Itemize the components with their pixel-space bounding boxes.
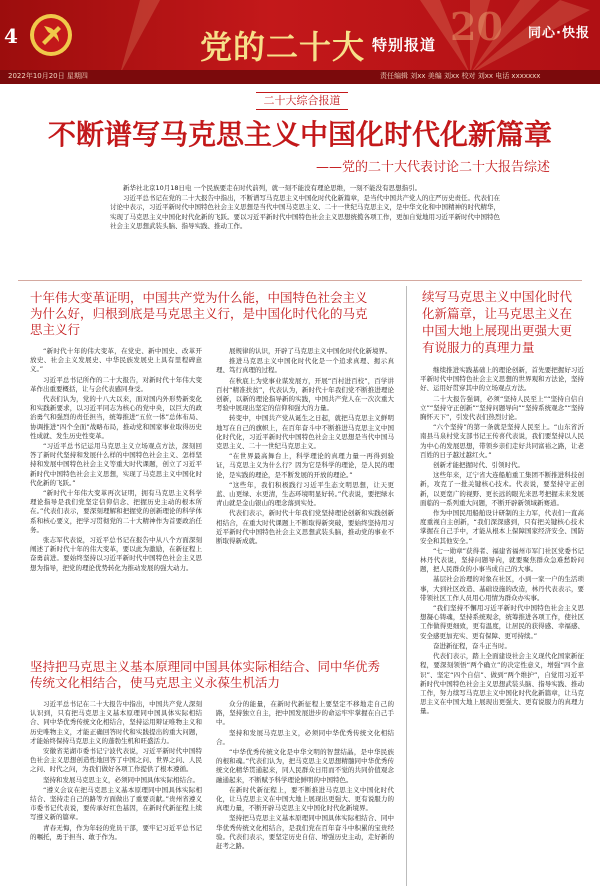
paragraph: 基层社会治理的对象在社区，小到一家一户的生活琐事，大到社区改造、基础设施的改造，林丹代表表示，要带领社区工作人员用心用情为群众办实事。 [420,575,584,602]
paragraph: 作为中国民用船舶设计研制的主力军，代表们一直高度重视自主创新，“我们深深感到，只有把关键核心技术掌握在自己手中，才能从根本上保障国家经济安全、国防安全和其他安全。” [420,509,584,545]
paragraph: 转变中，中国共产党从诞生之日起，就把马克思主义鲜明地写在自己的旗帜上，在百年奋斗中不断推进马克思主义中国化时代化，习近平新时代中国特色社会主义思想是当代中国马克思主义、二十一世纪马克思主义。 [216,414,394,451]
column-divider [406,286,407,886]
article-column-3 [420,366,584,888]
paragraph: “遵义会议在把马克思主义基本原理同中国具体实际相结合、坚持走自己的路等方面做出了重要贡献。”贵州省遵义市委书记代表说，要传承好红色基因，在新时代新征程上续写遵义新的篇章。 [30,785,202,822]
paragraph: 奋进新征程，奋斗正当时。 [433,641,511,650]
paragraph: “这些年，我们积极践行习近平生态文明思想，让天更蓝、山更绿、水更清，生态环境明显好转。”代表说，要把绿水青山就是金山银山的理念落到实处。 [216,480,394,508]
article-column-2 [216,347,394,652]
banner-subtitle: 特别报道 [372,36,437,54]
paragraph: 创新才能把握时代、引领时代。 [433,461,524,470]
paragraph: “新时代十年的伟大变革，在党史、新中国史、改革开放史、社会主义发展史、中华民族发展史上具有里程碑意义。” [30,347,202,374]
paragraph: 在新时代新征程上，要不断推进马克思主义中国化时代化，让马克思主义在中国大地上展现出更强大、更有说服力的真理力量，不断开辟马克思主义中国化时代化新境界。 [216,785,394,813]
masthead-banner [0,0,600,74]
paragraph: 二十大报告强调，必须“坚持人民至上”“坚持自信自立”“坚持守正创新”“坚持问题导向”“坚持系统观念”“坚持胸怀天下”，引发代表们热烈讨论。 [420,394,584,422]
paragraph: 安徽省芜湖市委书记宁波代表说，习近平新时代中国特色社会主义思想创造性地回答了中国之问、世界之问、人民之问、时代之问，为我们做好各项工作提供了根本遵循。 [30,747,202,774]
paragraph: “新时代十年伟大变革再次证明，拥有马克思主义科学理论指导是我们党坚定信仰信念、把握历史主动的根本所在。”代表们表示，要深刻理解和把握党的创新理论的科学体系和核心要义，把学习贯彻党的二十大精神作为首要政治任务。 [30,489,202,534]
paragraph: 继续推进实践基础上的理论创新，首先要把握好习近平新时代中国特色社会主义思想的世界观和方法论，坚持好、运用好贯穿其中的立场观点方法。 [420,366,584,393]
paragraph: 坚持和发展马克思主义，必须同中华优秀传统文化相结合。 [216,728,394,746]
paragraph: “在世界最高舞台上，科学理论的真理力量一再得到验证，马克思主义为什么行？因为它是科学的理论，是人民的理论，是实践的理论，是不断发展的开放的理论。” [216,452,394,479]
article-column-4 [30,700,202,886]
paragraph: 青春无悔，作为年轻的党员干部，要牢记习近平总书记的嘱托，勇于担当、敢于作为。 [30,823,202,841]
newspaper-logo: 同心·快报 [528,26,590,41]
paragraph: 习近平总书记所作的二十大报告，对新时代十年伟大变革作出重要概括，让与会代表感同身受。 [30,375,202,393]
paragraph: 坚持把马克思主义基本原理同中国具体实际相结合、同中华优秀传统文化相结合，是我们党在百年奋斗中积累的宝贵经验。代表们表示，要坚定历史自信、增强历史主动，走好新的赶考之路。 [216,814,394,851]
paragraph: 代表们表示，新时代十年我们党坚持理论创新和实践创新相结合，在重大时代课题上不断取得新突破，要始终坚持用习近平新时代中国特色社会主义思想武装头脑，推动党的事业不断取得新成就。 [216,509,394,546]
paragraph: 坚持和发展马克思主义，必须同中国具体实际相结合。 [43,775,199,784]
subheadline: ——党的二十大代表讨论二十大报告综述 [316,160,551,175]
banner-title: 党的二十大 [200,28,366,66]
issue-date: 2022年10月20日 星期四 [8,72,88,80]
page-number: 4 [4,24,18,48]
paragraph: 在秋底上为党事业谋发展方，开展“百村进百校”，百学讲百村“精准扶贫”，代表认为，新时代十年我们党不断推进理论创新，以新的理论指导新的实践，中国共产党人在一次次重大考验中展现出坚定的信仰和强大的力量。 [216,376,394,413]
paragraph: “我们坚持不懈用习近平新时代中国特色社会主义思想凝心铸魂，坚持系统观念，统筹推进各项工作，使社区工作做得更细致，更有温度，让居民的获得感、幸福感、安全感更加充实、更有保障、更可持续。” [420,604,584,640]
paragraph: “习近平总书记运用马克思主义立场观点方法，深刻回答了新时代坚持和发展什么样的中国特色社会主义、怎样坚持和发展中国特色社会主义等重大时代课题，创立了习近平新时代中国特色社会主义思想，实现了马克思主义中国化时代化新的飞跃。” [30,442,202,487]
paragraph: 推进马克思主义中国化时代化是一个追求真理、揭示真理、笃行真理的过程。 [216,357,394,375]
section-title-2: 坚持把马克思主义基本原理同中国具体实际相结合、同中华优秀传统文化相结合，使马克思主义永葆生机活力 [30,659,381,690]
paragraph: “中华优秀传统文化是中华文明的智慧结晶，是中华民族的根和魂。”代表们认为，把马克思主义思想精髓同中华优秀传统文化精华贯通起来，同人民群众日用而不觉的共同价值观念融通起来，不断赋予科学理论鲜明的中国特色。 [216,748,394,784]
sidebar-title: 续写马克思主义中国化时代化新篇章，让马克思主义在中国大地上展现出更强大更有说服力的真理力量 [422,289,573,355]
date-bar [0,70,600,84]
lead-line: 新华社北京10月18日电 一个民族要走在时代前列，就一刻不能没有理论思维，一刻不能没有思想指引。 [123,184,422,192]
paragraph: 张志军代表说，习近平总书记在报告中从八个方面深刻阐述了新时代十年的伟大变革，要以此为激励，在新征程上奋勇前进。要始终坚持以习近平新时代中国特色社会主义思想为指导，把党的理论优势转化为推动发展的强大动力。 [30,536,202,572]
headline: 不断谱写马克思主义中国化时代化新篇章 [47,118,552,151]
article-column-5 [216,700,394,886]
paragraph: “六个坚持”的第一条就是坚持人民至上。“山东省沂南县马泉村党支部书记王传喜代表说，我们要坚持以人民为中心的发展思想，带领乡亲们走好共同富裕之路，让老百姓的日子越过越红火。” [420,423,584,459]
section-title-1: 十年伟大变革证明，中国共产党为什么能，中国特色社会主义为什么好，归根到底是马克思主义行，是中国化时代化的马克思主义行 [30,290,368,337]
paragraph: 代表们表示，踏上全面建设社会主义现代化国家新征程，要深刻领悟“两个确立”的决定性意义，增强“四个意识”、坚定“四个自信”、做到“两个维护”，自觉用习近平新时代中国特色社会主义思想武装头脑、指导实践、推动工作，努力续写马克思主义中国化时代化新篇章，让马克思主义在中国大地上展现出更强大、更有说服力的真理力量。 [420,652,584,716]
paragraph: 众分的能量，在新时代新征程上要坚定不移地走自己的路，坚持独立自主，把中国发展进步的命运牢牢掌握在自己手中。 [216,700,394,727]
congress-badge: 20 [450,4,503,49]
paragraph: 习近平总书记在二十大报告中指出，中国共产党人深刻认识到，只有把马克思主义基本原理同中国具体实际相结合、同中华优秀传统文化相结合，坚持运用辩证唯物主义和历史唯物主义，才能正确回答时代和实践提出的重大问题，才能始终保持马克思主义的蓬勃生机和旺盛活力。 [30,700,202,745]
section-label: 二十大综合报道 [256,92,348,110]
paragraph: 展规律的认识，开辟了马克思主义中国化时代化新境界。 [229,347,392,355]
article-column-1 [30,347,202,652]
lead-paragraph [110,184,500,232]
lead-line: 习近平总书记在党的二十大报告中指出，不断谱写马克思主义中国化时代化新篇章，是当代中国共产党人的庄严历史责任。代表们在讨论中表示，习近平新时代中国特色社会主义思想是当代中国马克思主义、二十一世纪马克思主义，是中华文化和中国精神的时代精华，实现了马克思主义中国化时代化新的飞跃。要以习近平新时代中国特色社会主义思想统揽各项工作，更加自觉地用习近平新时代中国特色社会主义思想武装头脑、指导实践、推动工作。 [110,193,500,230]
paragraph: 这些年来，辽宁省大连船舶重工集团不断推进科技创新，攻克了一批关键核心技术。代表说，要坚持守正创新，以更宽广的视野、更长远的眼光来思考把握未来发展面临的一系列重大问题，不断开辟新领域新赛道。 [420,471,584,507]
paragraph: “七一勋章”获得者、福建省福州市军门社区党委书记林丹代表说，坚持问题导向，就要聚焦群众急难愁盼问题，把人民群众的小事当成自己的大事。 [420,546,584,574]
editor-info: 责任编辑 刘xx 美编 刘xx 校对 刘xx 电话 xxxxxxx [380,72,541,80]
party-emblem-icon [28,12,74,58]
divider [18,280,582,281]
paragraph: 代表们认为，党的十八大以来，面对国内外形势新变化和实践新要求，以习近平同志为核心的党中央，以巨大的政治勇气和强烈的责任担当，统筹推进“五位一体”总体布局、协调推进“四个全面”战略布局，推动党和国家事业取得历史性成就、发生历史性变革。 [30,395,202,440]
